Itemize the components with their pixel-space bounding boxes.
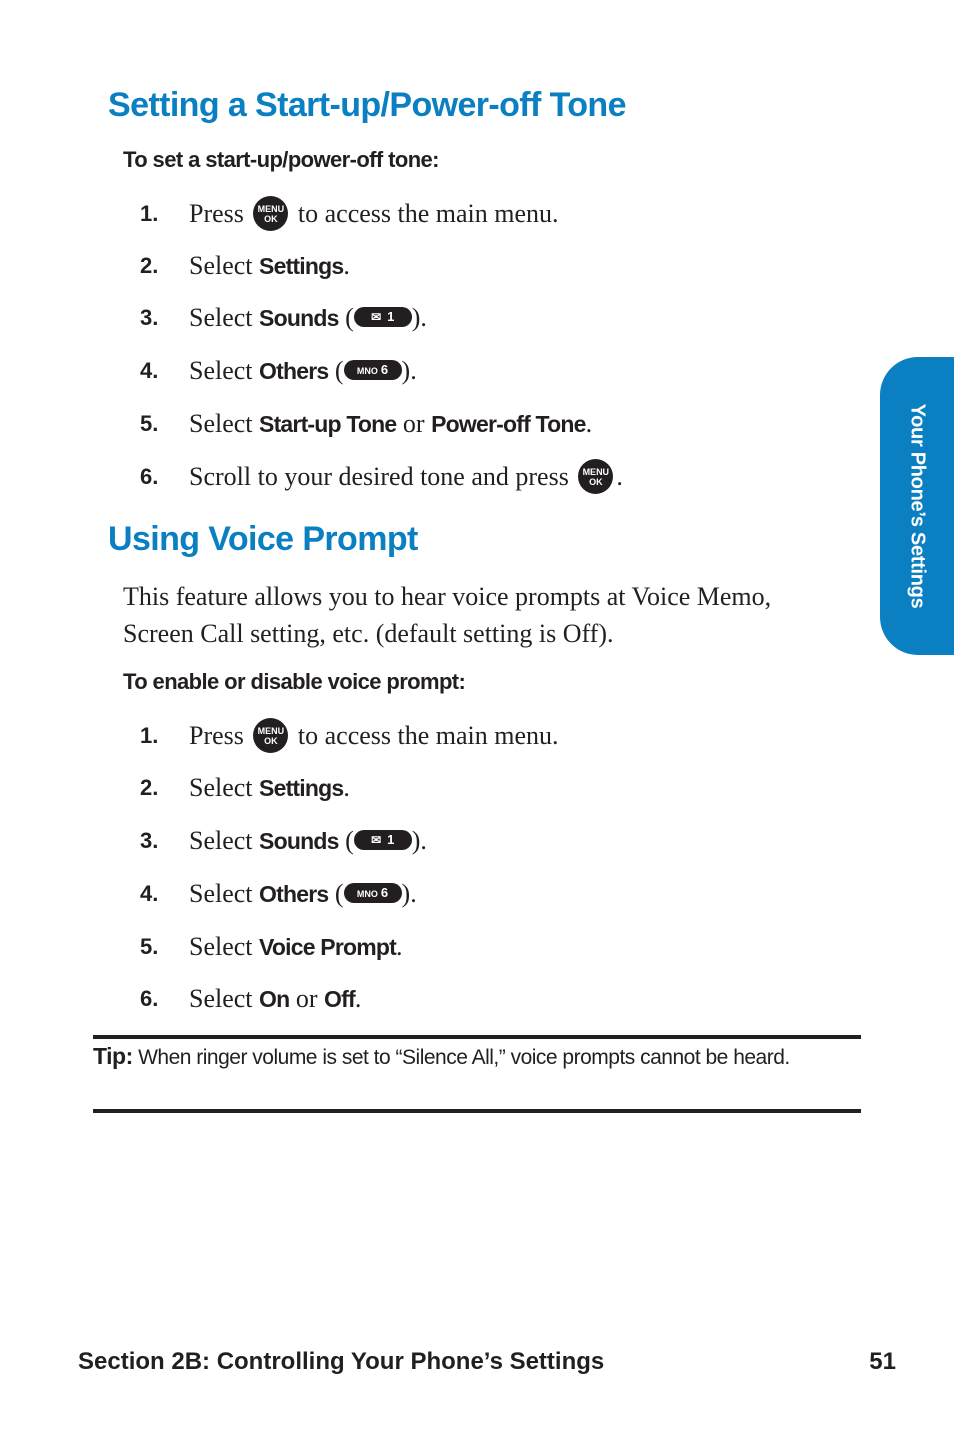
tip-text: When ringer volume is set to “Silence All,” voice prompts cannot be heard. xyxy=(138,1046,790,1069)
step-text: Select Settings. xyxy=(189,251,350,280)
step-text: Press MENU OK to access the main menu. xyxy=(189,194,559,234)
step-text: Select Sounds ( ✉ 1 ). xyxy=(189,303,427,332)
key-6-icon: MNO 6 xyxy=(344,360,402,380)
tip-bottom-rule xyxy=(93,1109,861,1113)
envelope-icon: ✉ xyxy=(371,833,382,848)
section-heading-voice-prompt: Using Voice Prompt xyxy=(108,520,418,558)
footer-section-title: Section 2B: Controlling Your Phone’s Settings xyxy=(78,1348,605,1375)
page-number: 51 xyxy=(869,1348,896,1375)
menu-ok-key-icon: MENU OK xyxy=(253,718,288,753)
tip-top-rule xyxy=(93,1035,861,1039)
step-number: 2. xyxy=(140,775,159,800)
menu-ok-key-icon: MENU OK xyxy=(253,196,288,231)
key-1-icon: ✉ 1 xyxy=(354,307,412,327)
step-text: Select Others ( MNO 6 ). xyxy=(189,879,417,908)
step-number: 1. xyxy=(140,723,159,748)
step-text: Scroll to your desired tone and press MENU OK . xyxy=(189,457,623,497)
step-text: Select Voice Prompt. xyxy=(189,932,403,961)
step-number: 4. xyxy=(140,881,159,906)
step-number: 3. xyxy=(140,828,159,853)
key-6-icon: MNO 6 xyxy=(344,883,402,903)
step-text: Select Others ( MNO 6 ). xyxy=(189,356,417,385)
tip-note xyxy=(93,1040,863,1074)
step-number: 5. xyxy=(140,934,159,959)
menu-ok-key-icon: MENU OK xyxy=(578,459,613,494)
section-description: This feature allows you to hear voice prompts at Voice Memo, Screen Call setting, etc. (default setting is Off). xyxy=(123,582,772,648)
procedure-intro-voice: To enable or disable voice prompt: xyxy=(123,669,466,694)
step-text: Press MENU OK to access the main menu. xyxy=(189,716,559,756)
procedure-intro-tone: To set a start-up/power-off tone: xyxy=(123,147,439,172)
step-number: 6. xyxy=(140,986,159,1011)
chapter-side-tab-label: Your Phone’s Settings xyxy=(906,403,929,609)
step-number: 2. xyxy=(140,253,159,278)
step-number: 3. xyxy=(140,305,159,330)
step-number: 4. xyxy=(140,358,159,383)
step-number: 6. xyxy=(140,464,159,489)
step-text: Select On or Off. xyxy=(189,984,362,1013)
envelope-icon: ✉ xyxy=(371,310,382,325)
tip-label: Tip: xyxy=(93,1043,133,1069)
step-text: Select Sounds ( ✉ 1 ). xyxy=(189,826,427,855)
step-text: Select Start-up Tone or Power-off Tone. xyxy=(189,409,593,438)
step-text: Select Settings. xyxy=(189,773,350,802)
key-1-icon: ✉ 1 xyxy=(354,830,412,850)
step-number: 5. xyxy=(140,411,159,436)
section-heading-tone: Setting a Start-up/Power-off Tone xyxy=(108,86,626,124)
step-number: 1. xyxy=(140,201,159,226)
